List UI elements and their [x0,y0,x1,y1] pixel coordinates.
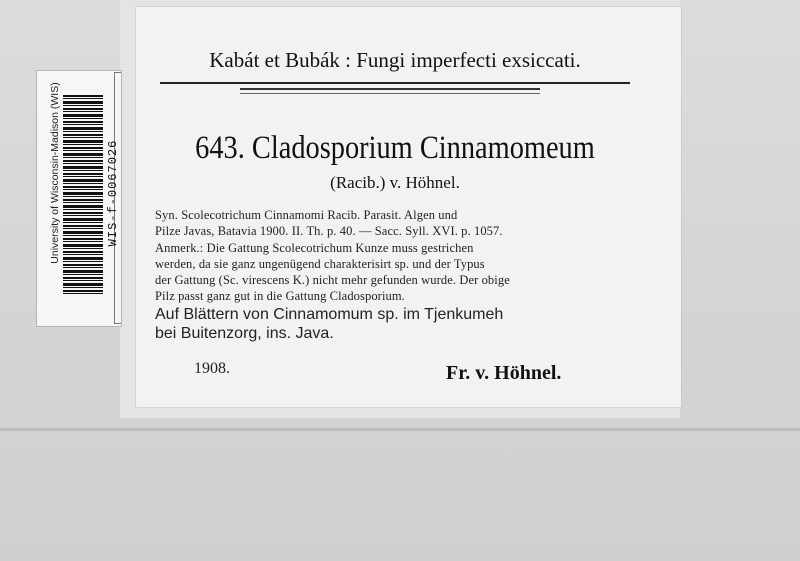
header-double-rule-bottom [240,93,540,94]
header-rule [160,82,630,84]
note-line-3: der Gattung (Sc. virescens K.) nicht mehr gefunden wurde. Der obige [155,273,510,287]
note-line-1: Anmerk.: Die Gattung Scolecotrichum Kunze muss gestrichen [155,241,474,255]
barcode-institution: University of Wisconsin-Madison (WIS) [49,82,61,264]
synonym-line-1: Syn. Scolecotrichum Cinnamomi Racib. Parasit. Algen und [155,208,458,222]
folder-fold-line [0,428,800,431]
barcode-bars [63,95,103,295]
note-line-4: Pilz passt ganz gut in die Gattung Cladosporium. [155,289,405,303]
locality-line-2: bei Buitenzorg, ins. Java. [155,325,334,342]
label-header: Kabát et Bubák : Fungi imperfecti exsiccati. [209,48,581,72]
locality-line-1: Auf Blättern von Cinnamomum sp. im Tjenkumeh [155,306,504,323]
species-authority: (Racib.) v. Höhnel. [330,173,460,192]
synonym-line-2: Pilze Javas, Batavia 1900. II. Th. p. 40. — Sacc. Syll. XVI. p. 1057. [155,224,503,238]
barcode-number: WIS-f-0067026 [106,139,120,247]
header-double-rule-top [240,88,540,90]
species-title: 643. Cladosporium Cinnamomeum [195,130,595,166]
collection-year: 1908. [194,360,230,377]
collector-name: Fr. v. Höhnel. [446,362,562,384]
note-line-2: werden, da sie ganz ungenügend charakterisirt sp. und der Typus [155,257,485,271]
